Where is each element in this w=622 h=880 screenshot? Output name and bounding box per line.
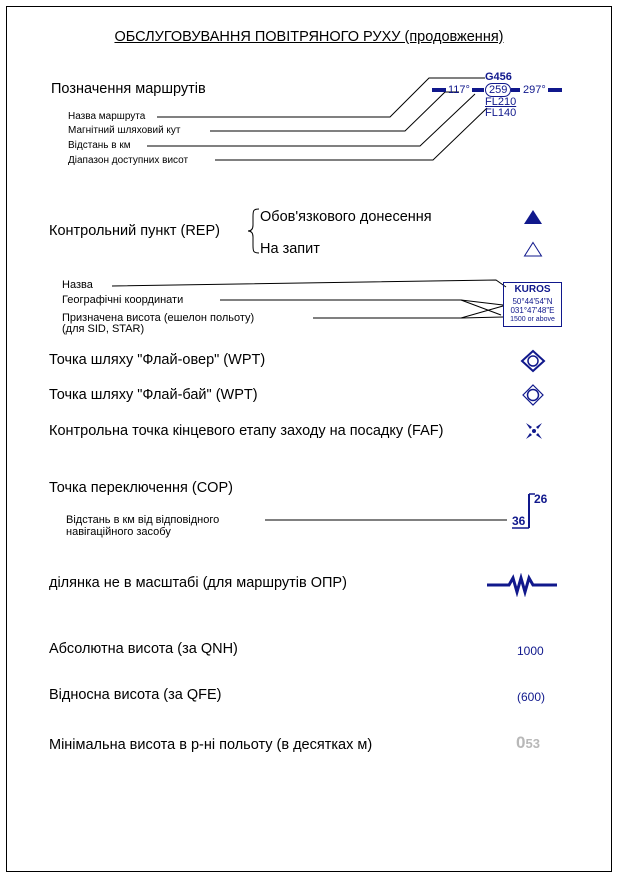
qfe-value: (600) <box>517 690 546 704</box>
route-label-name: Назва маршрута <box>68 111 146 122</box>
break-symbol-icon <box>485 573 559 597</box>
rep-on-request-label: На запит <box>260 241 320 257</box>
cop-desc-line1: Відстань в км від відповідного <box>66 514 220 526</box>
legend-page <box>6 6 612 872</box>
mea-label: Мінімальна висота в р-ні польоту (в десятках м) <box>49 737 373 753</box>
point-altitude: 1500 or above <box>510 316 555 323</box>
cop-right-value: 26 <box>534 492 548 506</box>
point-label-sid-star: (для SID, STAR) <box>62 323 145 335</box>
point-label-coordinates: Географічні координати <box>62 294 184 306</box>
flyover-label: Точка шляху "Флай-овер" (WPT) <box>49 352 266 368</box>
page-title: ОБСЛУГОВУВАННЯ ПОВІТРЯНОГО РУХУ (продовження) <box>114 29 504 45</box>
point-longitude: 031°47'48"E <box>510 306 555 315</box>
point-label-altitude: Призначена висота (ешелон польоту) <box>62 312 255 324</box>
route-upper-limit: FL210 <box>485 96 517 108</box>
route-label-distance: Відстань в км <box>68 140 131 151</box>
mea-value <box>516 733 540 753</box>
point-name: KUROS <box>514 284 551 295</box>
route-label-altitudes: Діапазон доступних висот <box>68 155 189 166</box>
mea-value-big: 0 <box>516 733 526 752</box>
route-label-track: Магнітний шляховий кут <box>68 125 181 136</box>
cop-desc-line2: навігаційного засобу <box>66 526 171 538</box>
cop-left-value: 36 <box>512 514 526 528</box>
faf-label: Контрольна точка кінцевого етапу заходу на посадку (FAF) <box>49 423 444 439</box>
mea-value-small: 53 <box>525 736 540 751</box>
route-track-right: 297° <box>523 84 546 96</box>
not-to-scale-label: ділянка не в масштабі (для маршрутів ОПР) <box>49 575 347 591</box>
cop-heading: Точка переключення (COP) <box>49 480 233 496</box>
qnh-label: Абсолютна висота (за QNH) <box>49 641 238 657</box>
route-lower-limit: FL140 <box>485 107 517 119</box>
rep-compulsory-label: Обов'язкового донесення <box>260 209 432 225</box>
route-distance: 259 <box>485 83 511 97</box>
route-track-left: 117° <box>448 84 470 96</box>
route-designator: G456 <box>485 71 512 83</box>
point-latitude: 50°44'54"N <box>512 297 553 306</box>
rep-heading: Контрольний пункт (REP) <box>49 223 220 239</box>
route-heading: Позначення маршрутів <box>51 81 206 97</box>
flyby-label: Точка шляху "Флай-бай" (WPT) <box>49 387 258 403</box>
point-label-name: Назва <box>62 279 93 291</box>
qnh-value: 1000 <box>517 644 544 658</box>
qfe-label: Відносна висота (за QFE) <box>49 687 222 703</box>
